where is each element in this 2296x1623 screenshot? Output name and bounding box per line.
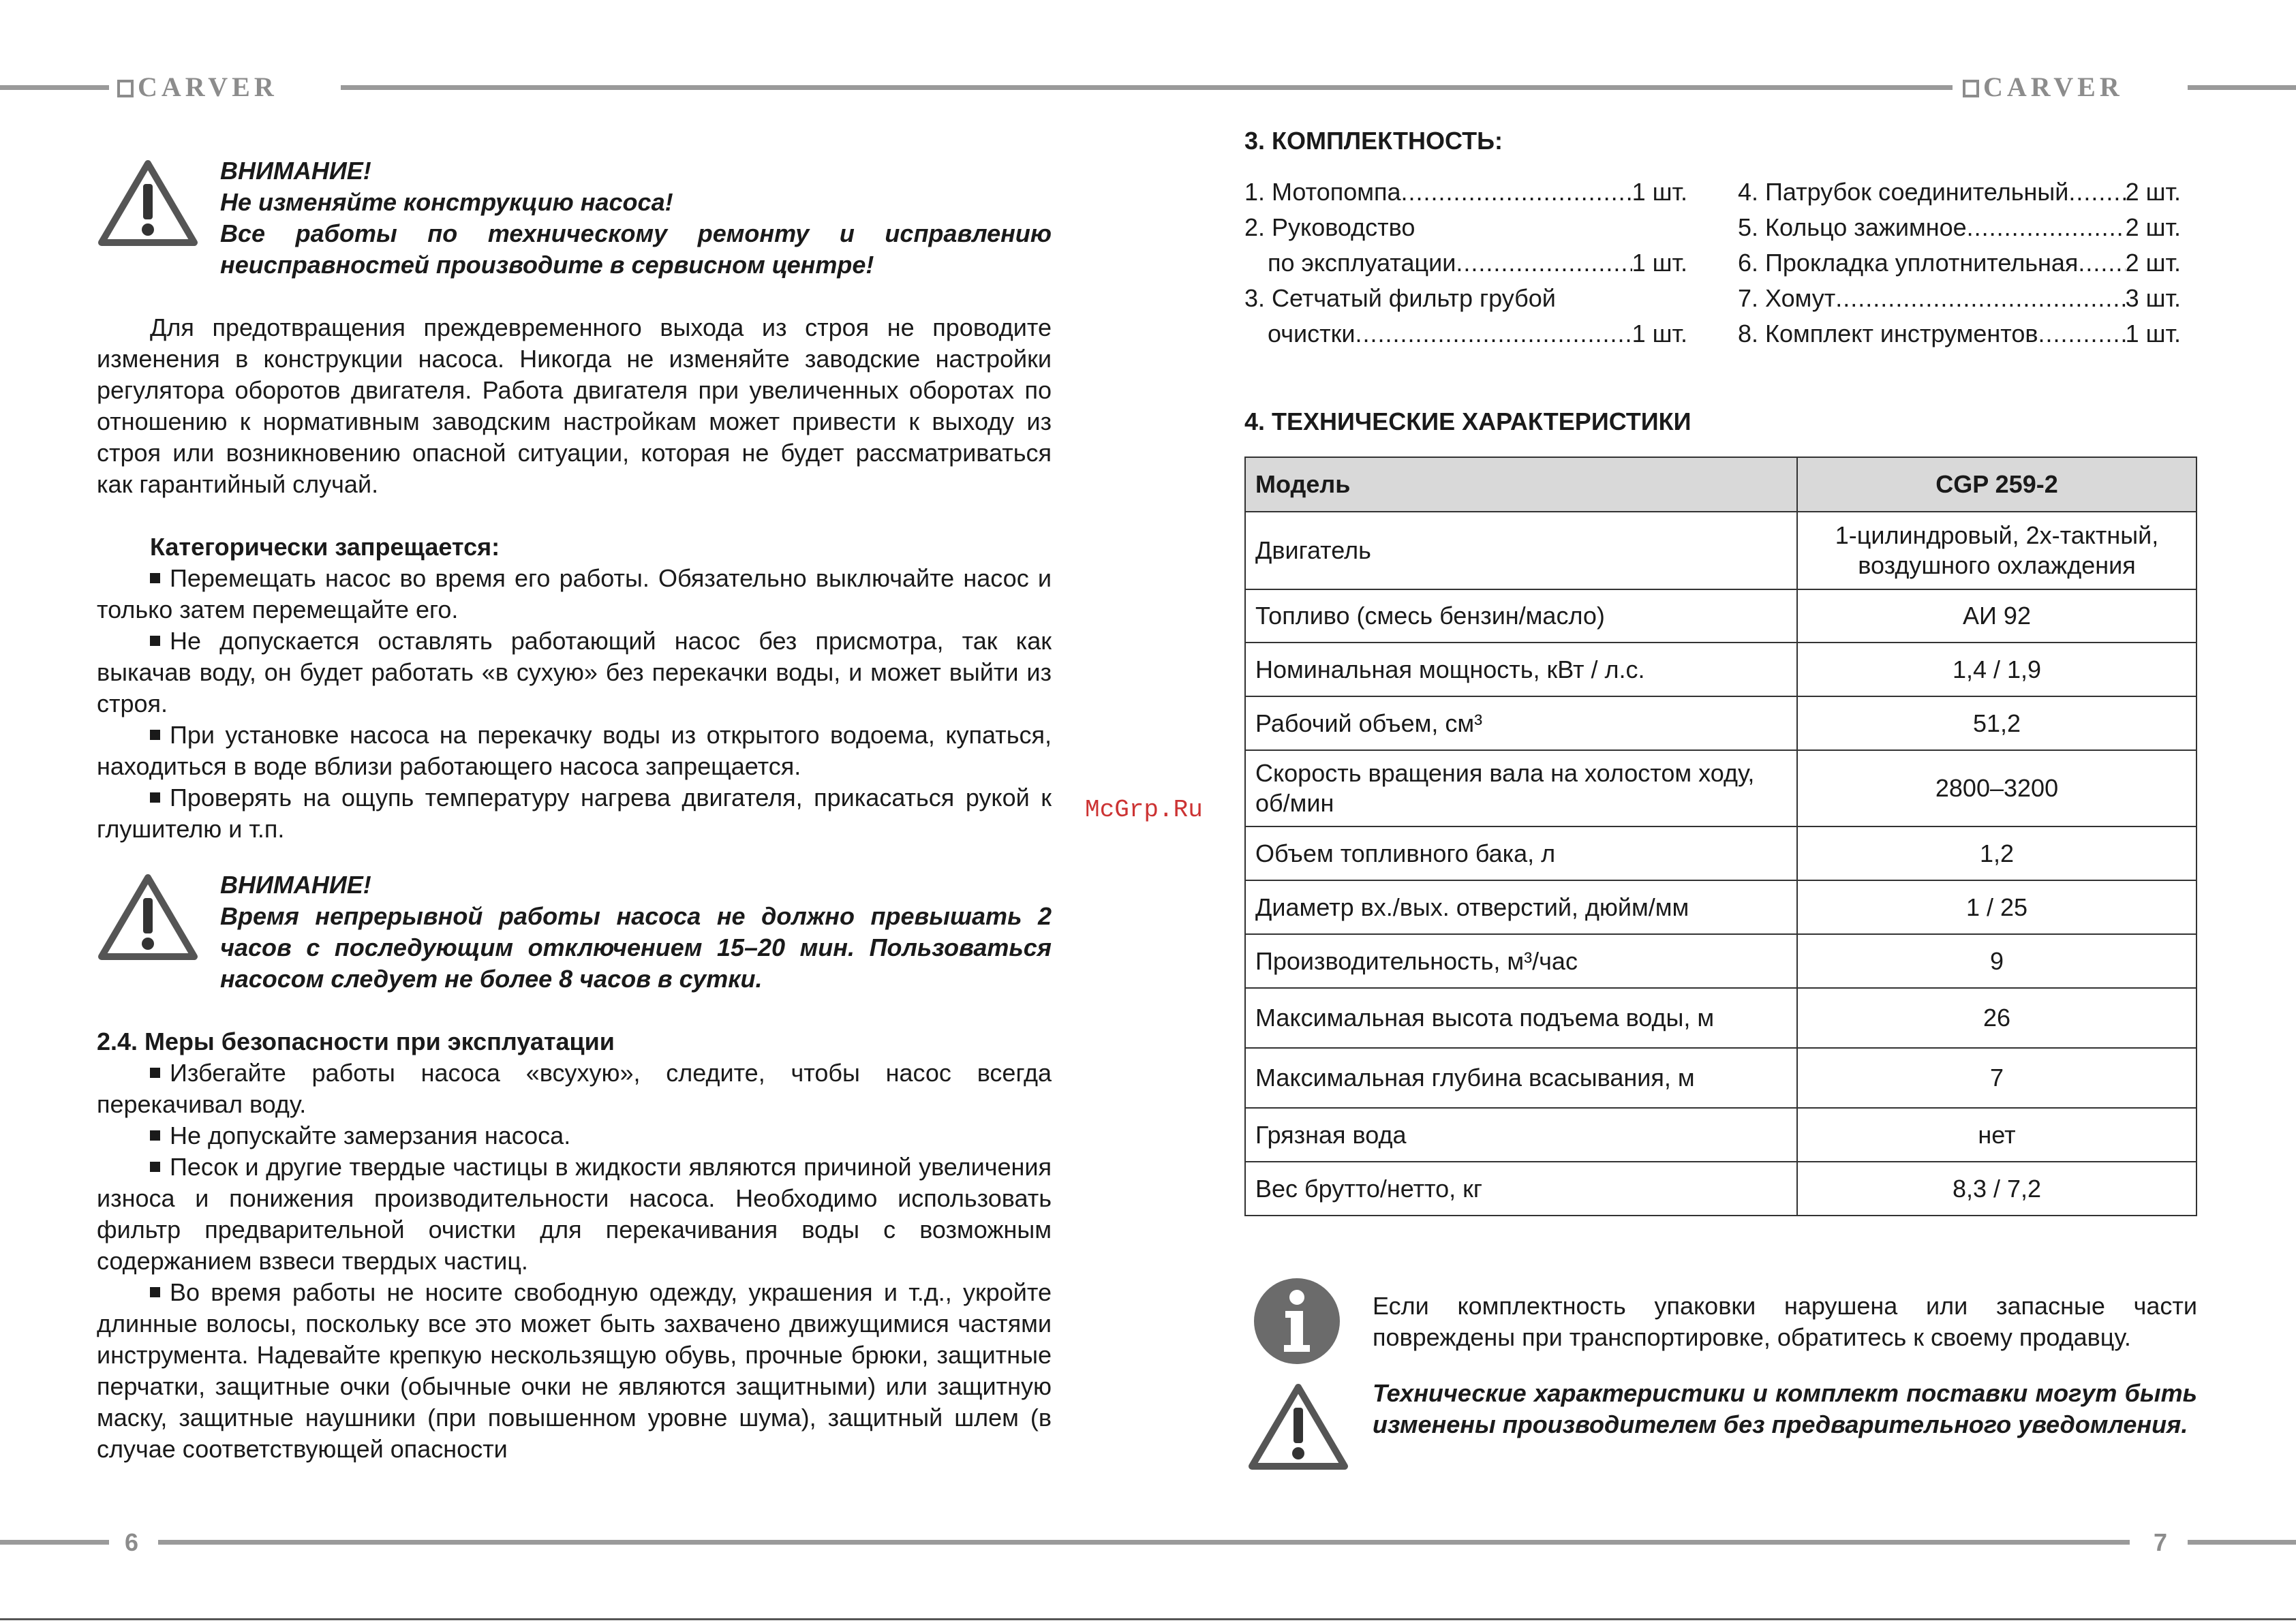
kit-title: 3. КОМПЛЕКТНОСТЬ: — [1244, 127, 1503, 155]
list-item — [97, 782, 1052, 845]
brand-logo-right — [1963, 74, 2124, 101]
kit-item-qty: 2 шт. — [2125, 178, 2181, 206]
kit-item-qty: 1 шт. — [2125, 320, 2181, 347]
table-cell-param: Максимальная глубина всасывания, м — [1245, 1048, 1797, 1108]
list-item-text: Во время работы не носите свободную одежду, украшения и т.д., укройте длинные волосы, поскольку все это может быть захвачено движущимися частями инструмента. Надевайте крепкую нескользящую обувь, прочные брюки, защитные перчатки, защитные очки (обычные очки не являются защитными) или защитную маску, защитные наушники (при повышенном уровне шума), защитный шлем (в случае соответствующей опасности — [97, 1278, 1052, 1463]
kit-list-right — [1738, 174, 2181, 352]
table-cell-value: 8,3 / 7,2 — [1797, 1162, 2196, 1216]
table-cell-param: Топливо (смесь бензин/масло) — [1245, 589, 1797, 643]
table-row — [1245, 988, 2196, 1048]
info-icon — [1253, 1277, 1341, 1365]
left-body — [97, 312, 1052, 845]
kit-dots — [1456, 245, 1632, 281]
warning-block-2 — [220, 869, 1052, 995]
kit-list-left — [1244, 174, 1687, 352]
table-row — [1245, 750, 2196, 826]
table-cell-param: Двигатель — [1245, 512, 1797, 589]
table-header-value: CGP 259-2 — [1797, 457, 2196, 512]
table-row — [1245, 643, 2196, 696]
list-item — [97, 720, 1052, 782]
table-cell-value: 2800–3200 — [1797, 750, 2196, 826]
table-cell-value: 26 — [1797, 988, 2196, 1048]
list-item-text: Избегайте работы насоса «всухую», следите, чтобы насос всегда перекачивал воду. — [97, 1059, 1052, 1118]
table-row — [1245, 512, 2196, 589]
kit-item — [1738, 245, 2181, 281]
footer-rule-center — [158, 1540, 2130, 1545]
brand-logo-left — [117, 74, 278, 101]
kit-item — [1738, 210, 2181, 245]
table-cell-value: 51,2 — [1797, 696, 2196, 750]
kit-item-qty: 3 шт. — [2125, 284, 2181, 312]
info-note: Если комплектность упаковки нарушена или запасные части повреждены при транспортировке, обратитесь к своему продавцу. — [1373, 1292, 2197, 1351]
kit-item — [1738, 281, 2181, 316]
warning-title: ВНИМАНИЕ! — [220, 871, 371, 899]
table-cell-value: 7 — [1797, 1048, 2196, 1108]
warning-triangle-icon — [1247, 1382, 1349, 1472]
table-cell-param: Производительность, м³/час — [1245, 934, 1797, 988]
table-cell-value: 1,2 — [1797, 826, 2196, 880]
kit-item-qty: 2 шт. — [2125, 249, 2181, 277]
table-cell-value: 1,4 / 1,9 — [1797, 643, 2196, 696]
watermark: McGrp.Ru — [1085, 796, 1203, 824]
table-cell-param: Номинальная мощность, кВт / л.с. — [1245, 643, 1797, 696]
table-row — [1245, 696, 2196, 750]
spec-table — [1244, 457, 2197, 1216]
table-header-param: Модель — [1245, 457, 1797, 512]
kit-dots — [1401, 174, 1632, 210]
table-row — [1245, 1162, 2196, 1216]
warning-note: Технические характеристики и комплект поставки могут быть изменены производителем без предварительного уведомления. — [1373, 1379, 2197, 1438]
warning-line: Все работы по техническому ремонту и исправлению неисправностей производите в сервисном центре! — [220, 219, 1052, 279]
safety-section — [97, 1026, 1052, 1465]
table-cell-value: 1-цилиндровый, 2х-тактный, воздушного охлаждения — [1797, 512, 2196, 589]
paragraph-modifications: Для предотвращения преждевременного выхода из строя не проводите изменения в конструкции насоса. Никогда не изменяйте заводские настройки регулятора оборотов двигателя. Работа двигателя при увеличенных оборотах по отношению к нормативным заводским настройкам может привести к выходу из строя или возникновению опасной ситуации, которая не будет рассматриваться как гарантийный случай. — [97, 313, 1052, 498]
footer-rule-left — [0, 1540, 109, 1545]
table-cell-value: нет — [1797, 1108, 2196, 1162]
header-rule-left — [0, 85, 109, 90]
brand-name: CARVER — [1983, 72, 2124, 102]
list-item — [97, 1057, 1052, 1120]
list-item-text: Перемещать насос во время его работы. Обязательно выключайте насос и только затем перемещайте его. — [97, 564, 1052, 623]
kit-item — [1738, 316, 2181, 352]
table-cell-param: Грязная вода — [1245, 1108, 1797, 1162]
table-row — [1245, 826, 2196, 880]
kit-item-name: 1. Мотопомпа — [1244, 178, 1401, 206]
page-number-right: 7 — [2154, 1528, 2168, 1556]
kit-item-name: 8. Комплект инструментов — [1738, 320, 2038, 347]
table-cell-value: АИ 92 — [1797, 589, 2196, 643]
header-rule-right — [2188, 85, 2296, 90]
table-cell-param: Скорость вращения вала на холостом ходу, об/мин — [1245, 750, 1797, 826]
kit-item-qty: 1 шт. — [1632, 178, 1687, 206]
list-item-text: При установке насоса на перекачку воды из открытого водоема, купаться, находиться в воде вблизи работающего насоса запрещается. — [97, 721, 1052, 780]
table-cell-param: Диаметр вх./вых. отверстий, дюйм/мм — [1245, 880, 1797, 934]
kit-item — [1244, 281, 1687, 316]
list-item — [97, 563, 1052, 625]
table-cell-value: 9 — [1797, 934, 2196, 988]
table-row — [1245, 589, 2196, 643]
table-cell-param: Вес брутто/нетто, кг — [1245, 1162, 1797, 1216]
warning-triangle-icon — [97, 158, 199, 248]
footer-rule-right — [2188, 1540, 2296, 1545]
table-cell-param: Рабочий объем, см³ — [1245, 696, 1797, 750]
list-item — [97, 1277, 1052, 1465]
header-rule-center — [341, 85, 1953, 90]
kit-item-name: 5. Кольцо зажимное — [1738, 213, 1967, 241]
kit-item — [1244, 316, 1687, 352]
kit-item-name: 6. Прокладка уплотнительная — [1738, 249, 2079, 277]
logo-mark-icon — [117, 80, 134, 97]
kit-item — [1738, 174, 2181, 210]
list-item-text: Песок и другие твердые частицы в жидкости являются причиной увеличения износа и понижения производительности насоса. Необходимо использовать фильтр предварительной очистки для перекачивания воды с возможным содержанием взвеси твердых частиц. — [97, 1153, 1052, 1275]
page-bottom-edge — [0, 1618, 2296, 1620]
warning-title: ВНИМАНИЕ! — [220, 157, 371, 185]
section-title: 2.4. Меры безопасности при эксплуатации — [97, 1027, 615, 1055]
table-cell-param: Объем топливного бака, л — [1245, 826, 1797, 880]
kit-dots — [1355, 316, 1632, 352]
kit-item-qty: 1 шт. — [1632, 320, 1687, 347]
list-item-text: Не допускается оставлять работающий насос без присмотра, так как выкачав воду, он будет работать «в сухую» без перекачки воды, и может выйти из строя. — [97, 627, 1052, 717]
table-cell-param: Максимальная высота подъема воды, м — [1245, 988, 1797, 1048]
warning-line: Не изменяйте конструкцию насоса! — [220, 188, 673, 216]
kit-dots — [2038, 316, 2126, 352]
logo-mark-icon — [1963, 80, 1979, 97]
table-row — [1245, 1108, 2196, 1162]
warning-block-1 — [220, 155, 1052, 281]
kit-item — [1244, 174, 1687, 210]
kit-dots — [2078, 245, 2125, 281]
kit-item — [1244, 245, 1687, 281]
table-cell-value: 1 / 25 — [1797, 880, 2196, 934]
spec-title: 4. ТЕХНИЧЕСКИЕ ХАРАКТЕРИСТИКИ — [1244, 407, 1692, 435]
kit-dots — [1967, 210, 2126, 245]
kit-item — [1244, 210, 1687, 245]
table-row — [1245, 1048, 2196, 1108]
kit-item-name: 4. Патрубок соединительный — [1738, 178, 2069, 206]
list-item — [97, 1120, 1052, 1151]
kit-item-name: 7. Хомут — [1738, 284, 1836, 312]
table-row — [1245, 880, 2196, 934]
kit-item-name: по эксплуатации — [1268, 249, 1456, 277]
prohibited-title: Категорически запрещается: — [150, 533, 500, 561]
brand-name: CARVER — [138, 72, 278, 102]
warning-text: Время непрерывной работы насоса не должно превышать 2 часов с последующим отключением 15–20 мин. Пользоваться насосом следует не более 8 часов в сутки. — [220, 902, 1052, 993]
list-item-text: Не допускайте замерзания насоса. — [170, 1122, 571, 1149]
kit-dots — [2068, 174, 2125, 210]
page-number-left: 6 — [125, 1528, 139, 1556]
kit-item-qty: 1 шт. — [1632, 249, 1687, 277]
kit-item-name: очистки — [1268, 320, 1356, 347]
kit-item-name: 2. Руководство — [1244, 213, 1415, 241]
kit-dots — [1835, 281, 2125, 316]
table-header-row — [1245, 457, 2196, 512]
list-item — [97, 1151, 1052, 1277]
warning-triangle-icon — [97, 872, 199, 962]
kit-item-qty: 2 шт. — [2125, 213, 2181, 241]
list-item-text: Проверять на ощупь температуру нагрева двигателя, прикасаться рукой к глушителю и т.п. — [97, 784, 1052, 843]
list-item — [97, 625, 1052, 720]
table-row — [1245, 934, 2196, 988]
kit-item-name: 3. Сетчатый фильтр грубой — [1244, 284, 1556, 312]
